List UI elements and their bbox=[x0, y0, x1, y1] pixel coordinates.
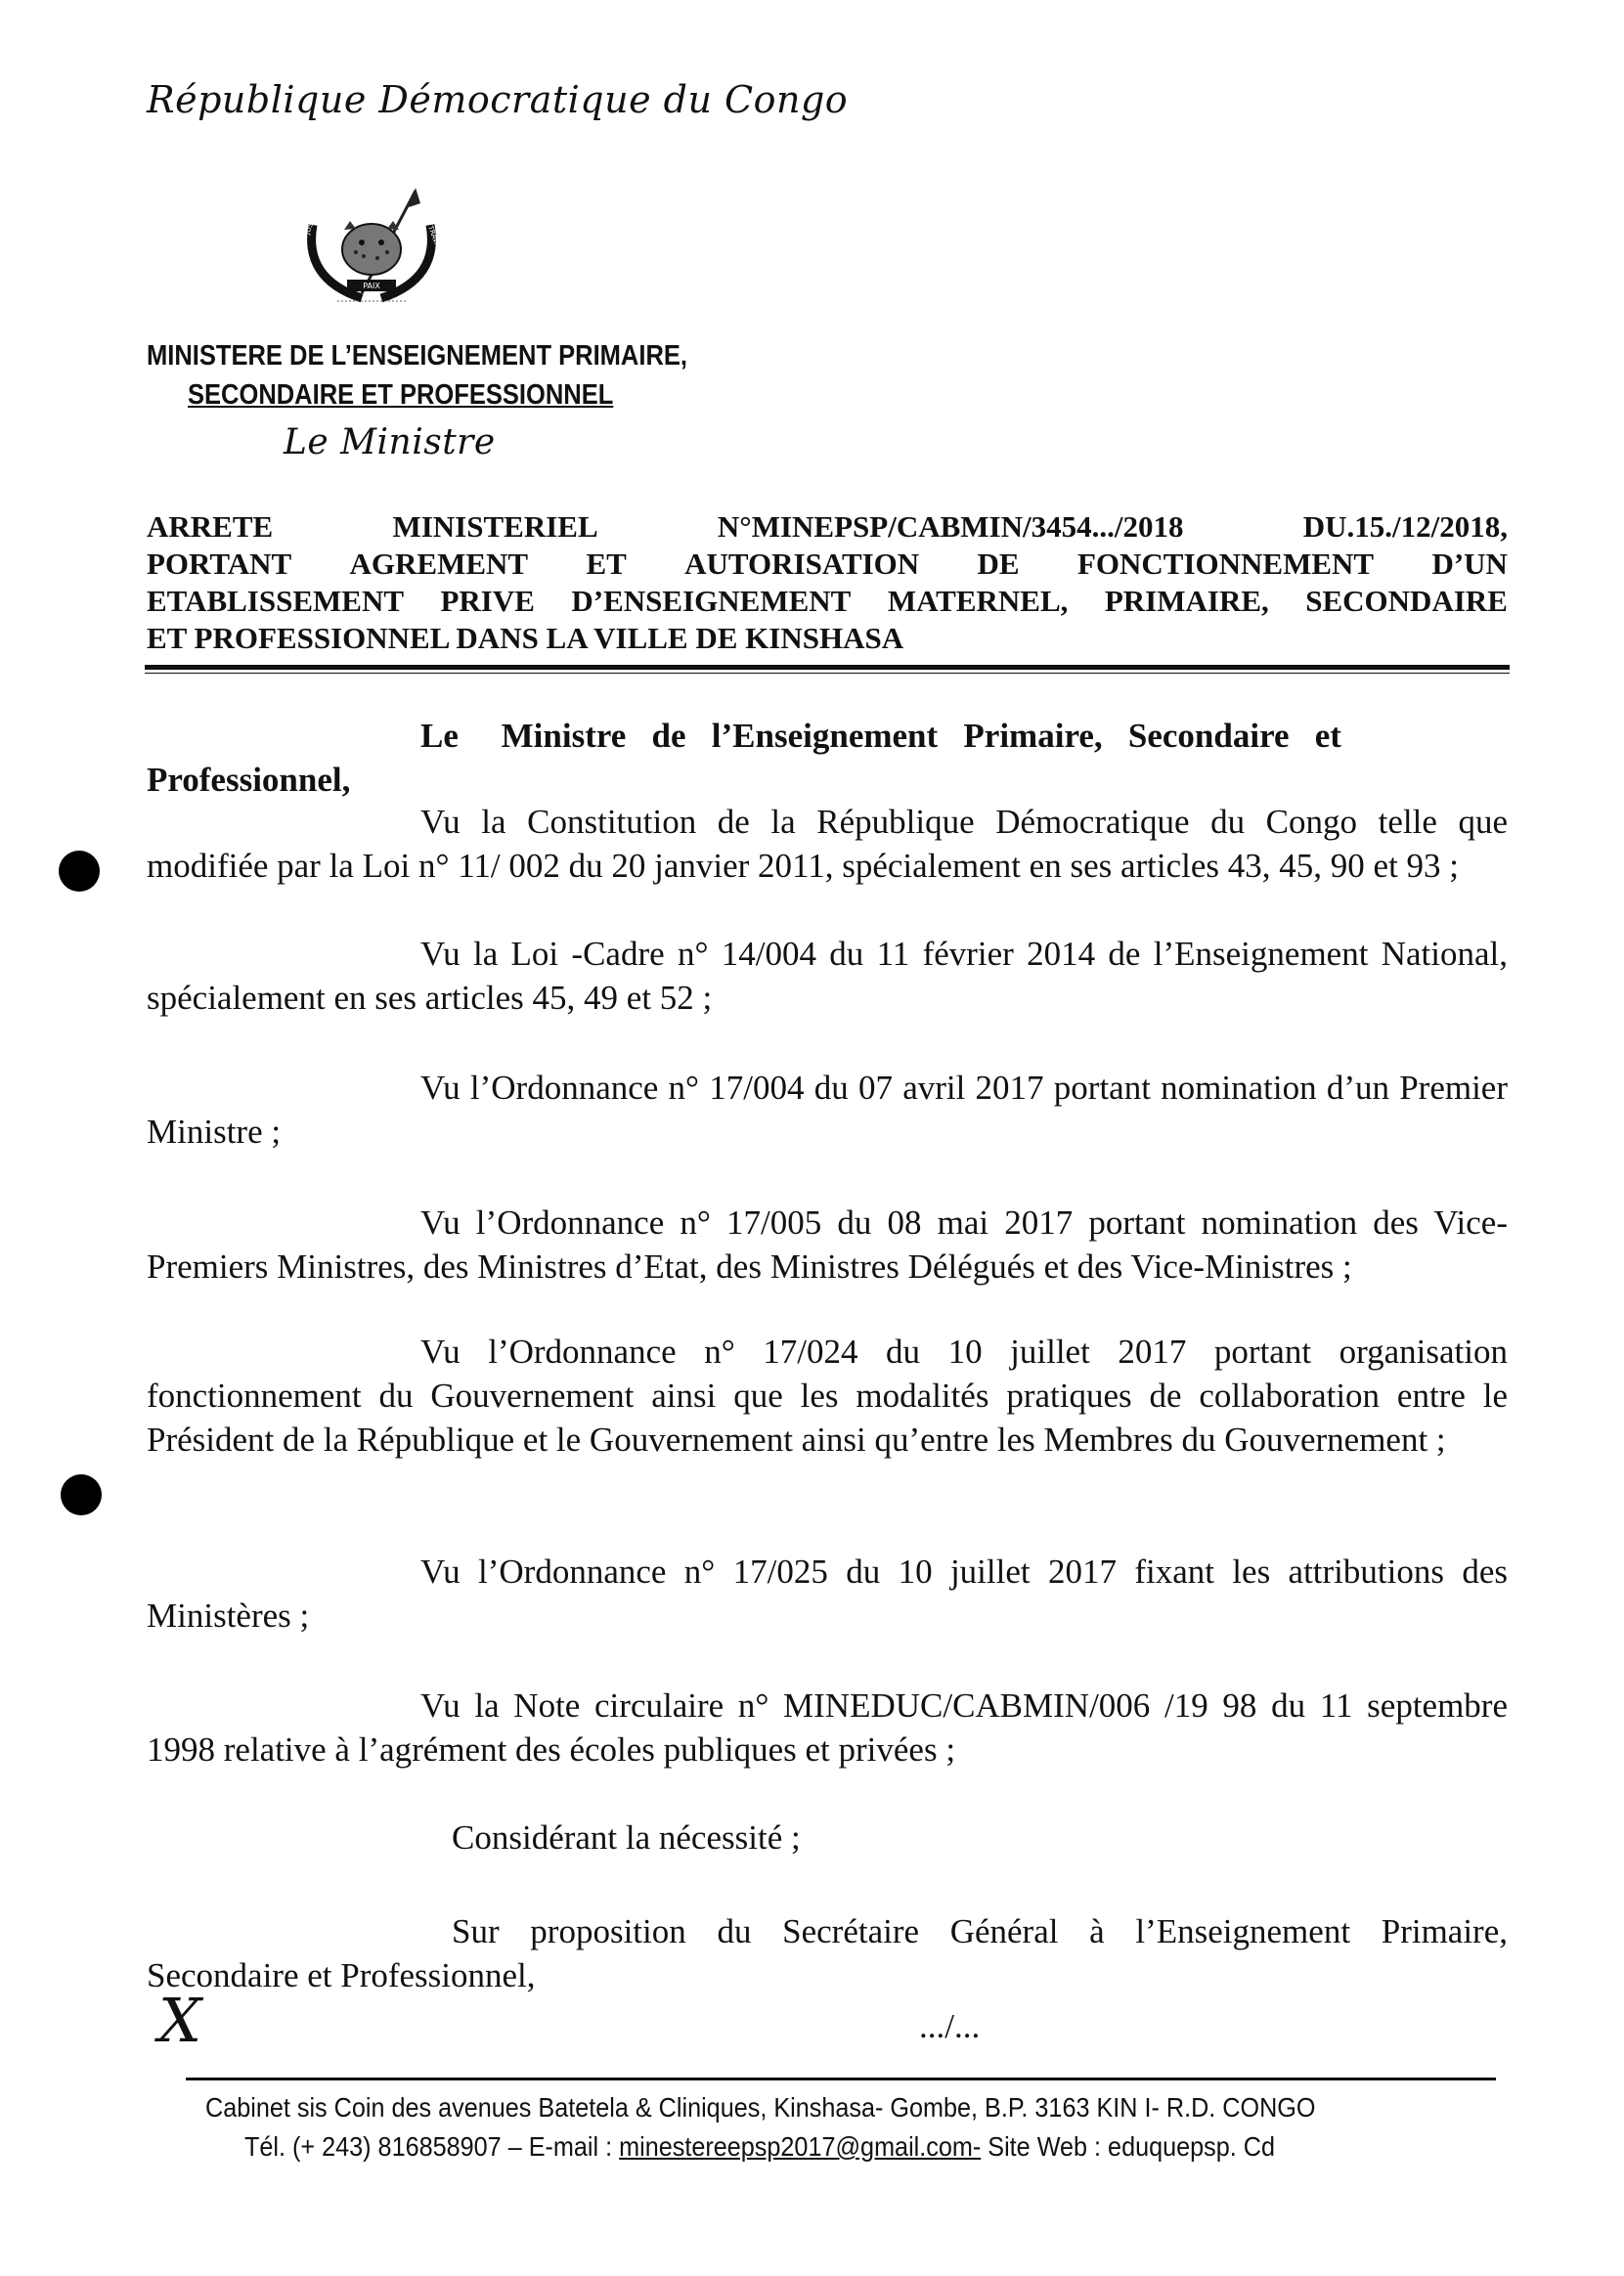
title-rule-thick bbox=[145, 665, 1510, 670]
title-word: PORTANT bbox=[147, 547, 292, 581]
footer-address: Cabinet sis Coin des avenues Batetela & Cliniques, Kinshasa- Gombe, B.P. 3163 KIN I- R.D. CONGO bbox=[205, 2092, 1316, 2123]
title-word: SECONDAIRE bbox=[1305, 584, 1508, 618]
ministry-line-1: MINISTERE DE L’ENSEIGNEMENT PRIMAIRE, bbox=[147, 340, 687, 372]
title-word: AGREMENT bbox=[349, 547, 529, 581]
punch-hole bbox=[61, 1474, 102, 1515]
decree-title bbox=[147, 508, 1508, 657]
vu-loi-cadre-text: Vu la Loi -Cadre n° 14/004 du 11 février 2014 de l’Enseignement National, spécialement en ses articles 45, 49 et 52 ; bbox=[147, 935, 1508, 1017]
title-word: ETABLISSEMENT bbox=[147, 584, 405, 618]
considerant bbox=[147, 1816, 1508, 1860]
punch-hole bbox=[59, 851, 100, 892]
title-word: MATERNEL, bbox=[887, 584, 1069, 618]
proposition bbox=[147, 1909, 1508, 1997]
minister-intro-line-2: Professionnel, bbox=[147, 761, 351, 799]
title-word: D’ENSEIGNEMENT bbox=[571, 584, 852, 618]
vu-ordonnance-004 bbox=[147, 1066, 1508, 1154]
title-rule-thin bbox=[145, 673, 1510, 674]
vu-note-circulaire-text: Vu la Note circulaire n° MINEDUC/CABMIN/006 /19 98 du 11 septembre 1998 relative à l’agrément des écoles publiques et privées ; bbox=[147, 1686, 1508, 1769]
title-word: MINISTERIEL bbox=[392, 509, 598, 544]
emblem-motto-justice: JUSTICE bbox=[303, 207, 321, 236]
vu-constitution bbox=[147, 800, 1508, 888]
title-word: ET bbox=[586, 547, 627, 581]
title-line-4: ET PROFESSIONNEL DANS LA VILLE DE KINSHASA bbox=[147, 621, 904, 655]
leopard-emblem-icon bbox=[293, 186, 450, 313]
vu-ordonnance-024 bbox=[147, 1330, 1508, 1462]
title-word: FONCTIONNEMENT bbox=[1076, 547, 1375, 581]
signatory-heading: Le Ministre bbox=[284, 422, 496, 462]
vu-ordonnance-005 bbox=[147, 1201, 1508, 1289]
emblem-motto-paix: PAIX bbox=[363, 282, 380, 290]
title-word: DE bbox=[977, 547, 1020, 581]
footer-contact bbox=[244, 2131, 1275, 2163]
minister-intro bbox=[147, 714, 1508, 802]
emblem-motto-travail: TRAVAIL bbox=[426, 224, 444, 254]
title-word: PRIVE bbox=[440, 584, 535, 618]
title-word: D’UN bbox=[1431, 547, 1508, 581]
vu-ordonnance-025 bbox=[147, 1550, 1508, 1638]
footer-website: Site Web : eduquepsp. Cd bbox=[981, 2131, 1275, 2162]
vu-ordonnance-024-text: Vu l’Ordonnance n° 17/024 du 10 juillet 2017 portant organisation fonctionnement du Gouvernement ainsi que les modalités pratiques de collaboration entre le Président de la République et le Gouvernement ainsi qu’entre les Membres du Gouvernement ; bbox=[147, 1333, 1508, 1459]
minister-intro-line: Le Ministre de l’Enseignement Primaire, Secondaire et bbox=[420, 717, 1341, 755]
title-word: ARRETE bbox=[147, 509, 274, 544]
title-word: PRIMAIRE, bbox=[1104, 584, 1269, 618]
vu-ordonnance-025-text: Vu l’Ordonnance n° 17/025 du 10 juillet 2017 fixant les attributions des Ministères ; bbox=[147, 1553, 1508, 1635]
title-line-2 bbox=[147, 546, 1508, 583]
title-line-1 bbox=[147, 508, 1508, 546]
vu-ordonnance-005-text: Vu l’Ordonnance n° 17/005 du 08 mai 2017 portant nomination des Vice-Premiers Ministres, des Ministres d’Etat, des Ministres Délégués et des Vice-Ministres ; bbox=[147, 1204, 1508, 1286]
footer-email[interactable]: minestereepsp2017@gmail.com- bbox=[619, 2131, 982, 2162]
republic-heading: République Démocratique du Congo bbox=[147, 78, 849, 121]
ministry-line-2: SECONDAIRE ET PROFESSIONNEL bbox=[188, 379, 614, 411]
footer-rule bbox=[186, 2078, 1496, 2080]
proposition-text: Sur proposition du Secrétaire Général à l’Enseignement Primaire, Secondaire et Professionnel, bbox=[147, 1912, 1508, 1994]
continuation-mark: .../... bbox=[919, 2007, 981, 2045]
national-emblem bbox=[293, 186, 450, 313]
title-word: AUTORISATION bbox=[684, 547, 920, 581]
vu-ordonnance-004-text: Vu l’Ordonnance n° 17/004 du 07 avril 2017 portant nomination d’un Premier Ministre ; bbox=[147, 1069, 1508, 1151]
decree-number: N°MINEPSP/CABMIN/3454.../2018 bbox=[717, 509, 1184, 544]
title-line-3 bbox=[147, 583, 1508, 620]
considerant-text: Considérant la nécessité ; bbox=[452, 1818, 801, 1857]
vu-constitution-text: Vu la Constitution de la République Démocratique du Congo telle que modifiée par la Loi n° 11/ 002 du 20 janvier 2011, spécialement en ses articles 43, 45, 90 et 93 ; bbox=[147, 803, 1508, 885]
decree-date: DU.15./12/2018, bbox=[1302, 509, 1508, 544]
handwritten-initial: X bbox=[158, 1985, 202, 2056]
vu-loi-cadre bbox=[147, 932, 1508, 1020]
footer-phone: Tél. (+ 243) 816858907 – E-mail : bbox=[244, 2131, 620, 2162]
vu-note-circulaire bbox=[147, 1684, 1508, 1772]
